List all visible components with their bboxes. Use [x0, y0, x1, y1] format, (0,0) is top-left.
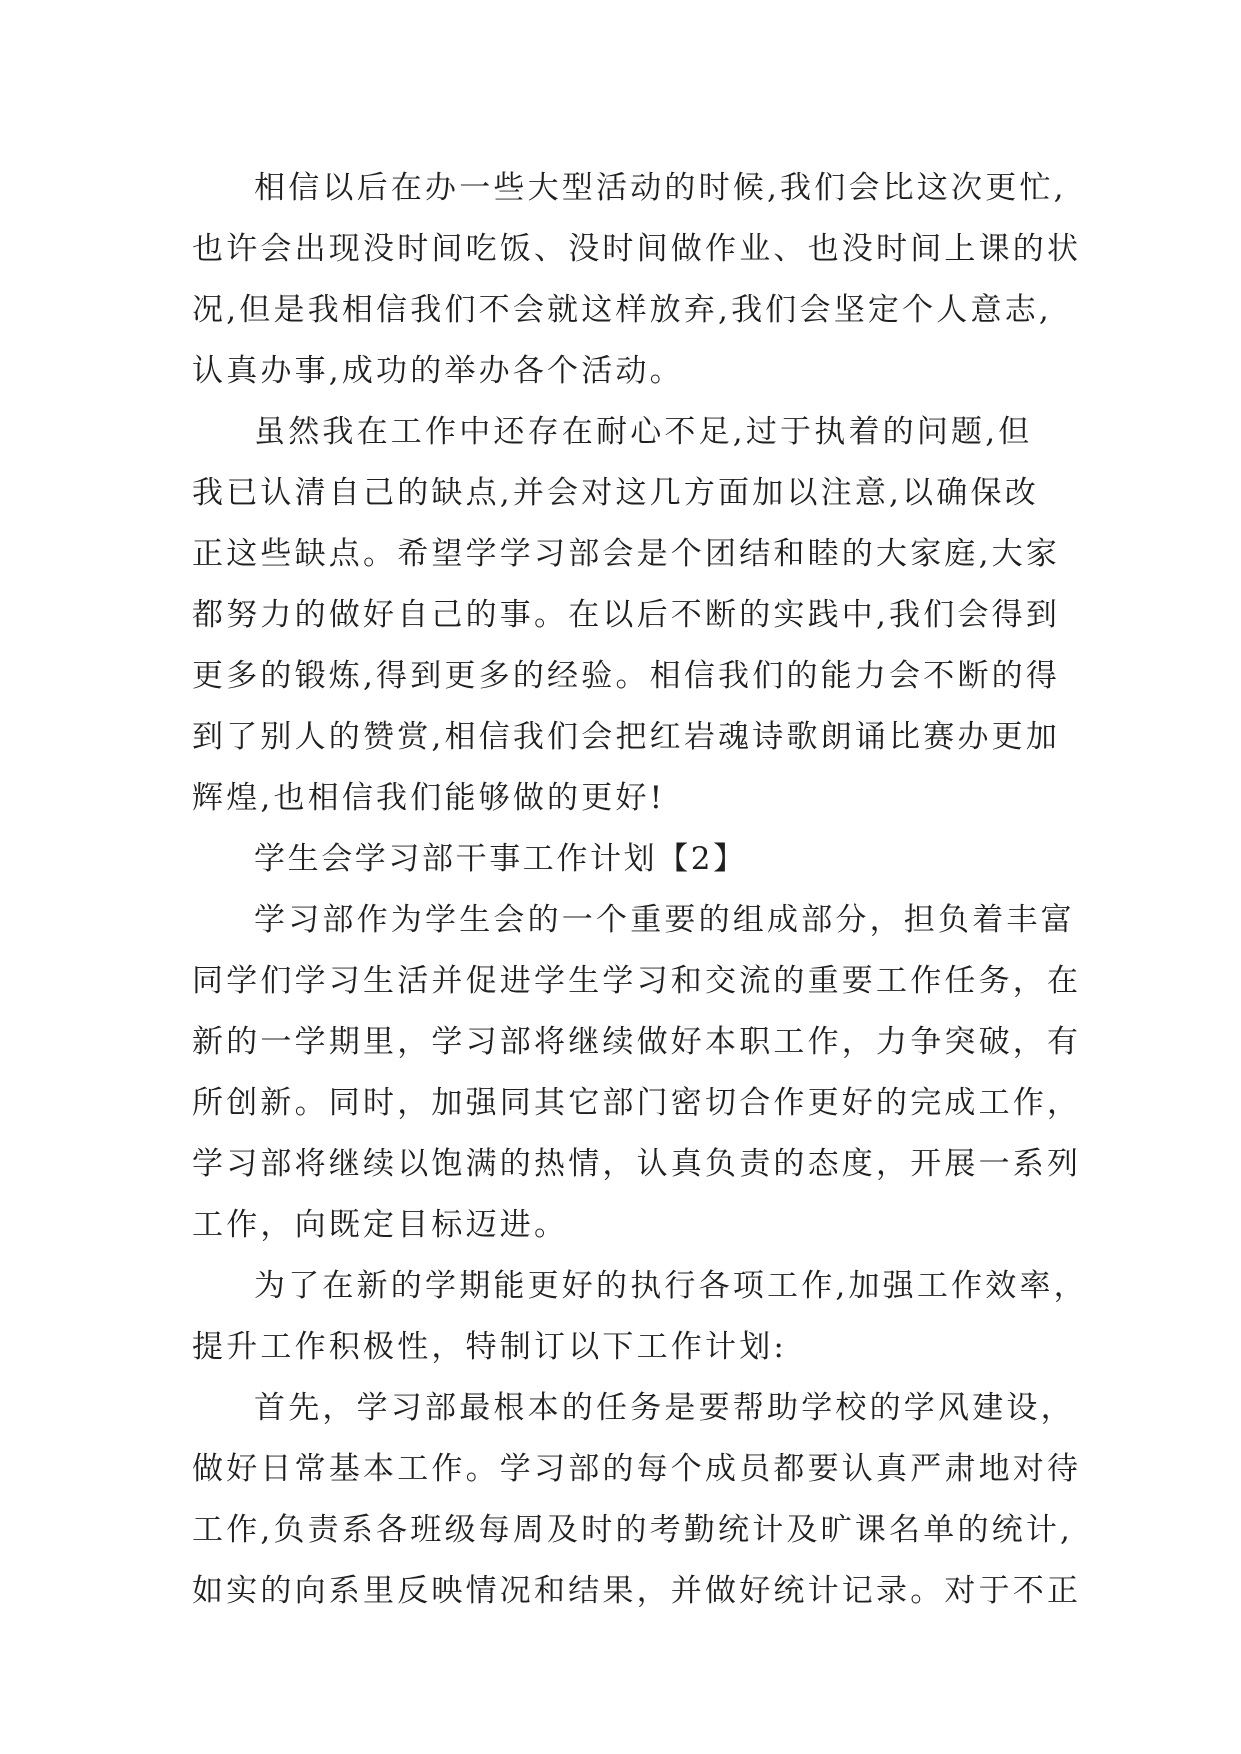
text-line: 况,但是我相信我们不会就这样放弃,我们会坚定个人意志,	[192, 292, 1052, 328]
text-line: 相信以后在办一些大型活动的时候,我们会比这次更忙,	[254, 170, 1067, 206]
text-line: 学习部作为学生会的一个重要的组成部分，担负着丰富	[254, 902, 1075, 938]
text-line: 所创新。同时，加强同其它部门密切合作更好的完成工作，	[192, 1085, 1082, 1121]
text-line: 首先，学习部最根本的任务是要帮助学校的学风建设，	[254, 1390, 1075, 1426]
text-line: 认真办事,成功的举办各个活动。	[192, 353, 684, 389]
paragraph-1	[192, 158, 1082, 402]
text-line: 工作，向既定目标迈进。	[192, 1207, 569, 1243]
paragraph-5	[192, 1378, 1082, 1622]
paragraph-3	[192, 890, 1082, 1256]
text-line: 更多的锻炼,得到更多的经验。相信我们的能力会不断的得	[192, 658, 1061, 694]
text-line: 到了别人的赞赏,相信我们会把红岩魂诗歌朗诵比赛办更加	[192, 719, 1061, 755]
text-line: 都努力的做好自己的事。在以后不断的实践中,我们会得到	[192, 597, 1061, 633]
text-line: 做好日常基本工作。学习部的每个成员都要认真严肃地对待	[192, 1451, 1082, 1487]
text-line: 学习部将继续以饱满的热情，认真负责的态度，开展一系列	[192, 1146, 1082, 1182]
text-line: 工作,负责系各班级每周及时的考勤统计及旷课名单的统计,	[192, 1512, 1074, 1548]
paragraph-4	[192, 1256, 1088, 1378]
section-heading	[192, 829, 1054, 890]
text-line: 同学们学习生活并促进学生学习和交流的重要工作任务，在	[192, 963, 1082, 999]
section-title: 学生会学习部干事工作计划【2】	[254, 841, 747, 877]
document-body	[192, 158, 1088, 1622]
text-line: 正这些缺点。希望学学习部会是个团结和睦的大家庭,大家	[192, 536, 1061, 572]
paragraph-2	[192, 402, 1061, 829]
text-line: 为了在新的学期能更好的执行各项工作,加强工作效率，	[254, 1268, 1088, 1304]
text-line: 我已认清自己的缺点,并会对这几方面加以注意,以确保改	[192, 475, 1039, 511]
text-line: 虽然我在工作中还存在耐心不足,过于执着的问题,但	[254, 414, 1033, 450]
text-line: 新的一学期里，学习部将继续做好本职工作，力争突破，有	[192, 1024, 1082, 1060]
text-line: 辉煌,也相信我们能够做的更好!	[192, 780, 666, 816]
text-line: 如实的向系里反映情况和结果，并做好统计记录。对于不正	[192, 1573, 1082, 1609]
text-line: 也许会出现没时间吃饭、没时间做作业、也没时间上课的状	[192, 231, 1082, 267]
text-line: 提升工作积极性，特制订以下工作计划:	[192, 1329, 788, 1365]
